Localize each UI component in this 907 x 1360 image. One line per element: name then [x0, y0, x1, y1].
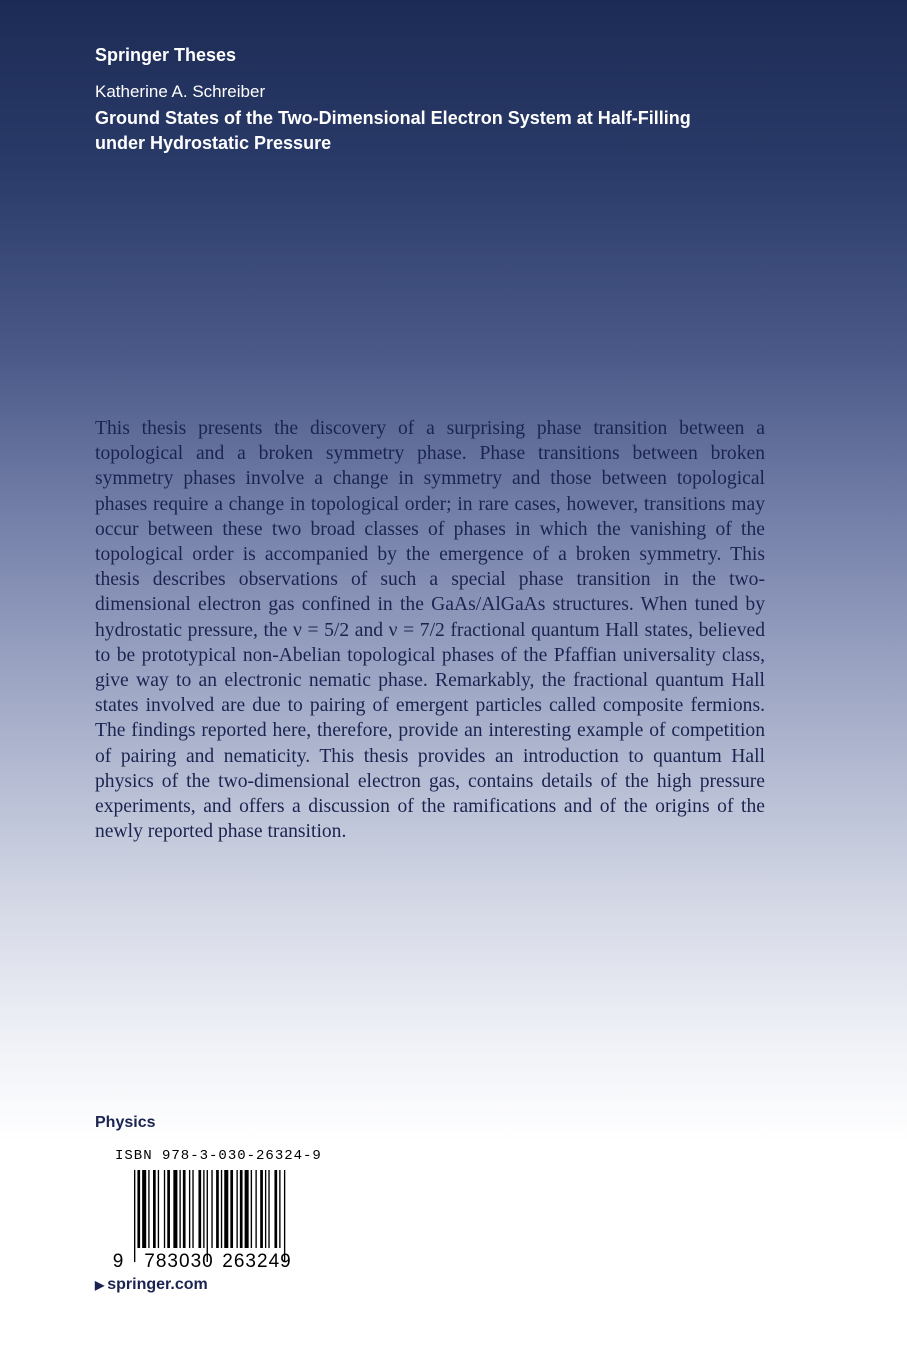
- play-triangle-icon: ▶: [95, 1278, 105, 1292]
- isbn-text: ISBN 978-3-030-26324-9: [115, 1148, 322, 1164]
- subject-label: Physics: [95, 1114, 156, 1131]
- series-name: Springer Theses: [95, 45, 237, 65]
- barcode-digits-right: 263249: [222, 1251, 292, 1270]
- barcode-digits-left: 783030: [144, 1251, 214, 1270]
- barcode-digit-first: 9: [112, 1251, 124, 1270]
- author-name: Katherine A. Schreiber: [95, 82, 266, 101]
- barcode-bars: [134, 1170, 285, 1262]
- abstract-text: This thesis presents the discovery of a surprising phase transition between a topological and a broken symmetry phase. Phase transitions between broken symmetry phases involve a change in symmetry and those between topological phases require a change in topological order; in rare cases, however, transitions may occur between these two broad classes of phases in which the vanishing of the topological order is accompanied by the emergence of a broken symmetry. This thesis describes observations of such a special phase transition in the two-dimensional electron gas confined in the GaAs/AlGaAs structures. When tuned by hydrostatic pressure, the ν = 5/2 and ν = 7/2 fractional quantum Hall states, believed to be prototypical non-Abelian topological phases of the Pfaffian universality class, give way to an electronic nematic phase. Remarkably, the fractional quantum Hall states involved are due to pairing of emergent particles called composite fermions. The findings reported here, therefore, provide an interesting example of competition of pairing and nematicity. This thesis provides an introduction to quantum Hall physics of the two-dimensional electron gas, contains details of the high pressure experiments, and offers a discussion of the ramifications and of the origins of the newly reported phase transition.: [95, 418, 765, 843]
- book-title: Ground States of the Two-Dimensional Electron System at Half-Filling under Hydrostatic Pressure: [95, 108, 691, 153]
- website-link[interactable]: [95, 1276, 208, 1294]
- website-text: springer.com: [107, 1276, 208, 1293]
- barcode: [112, 1168, 312, 1270]
